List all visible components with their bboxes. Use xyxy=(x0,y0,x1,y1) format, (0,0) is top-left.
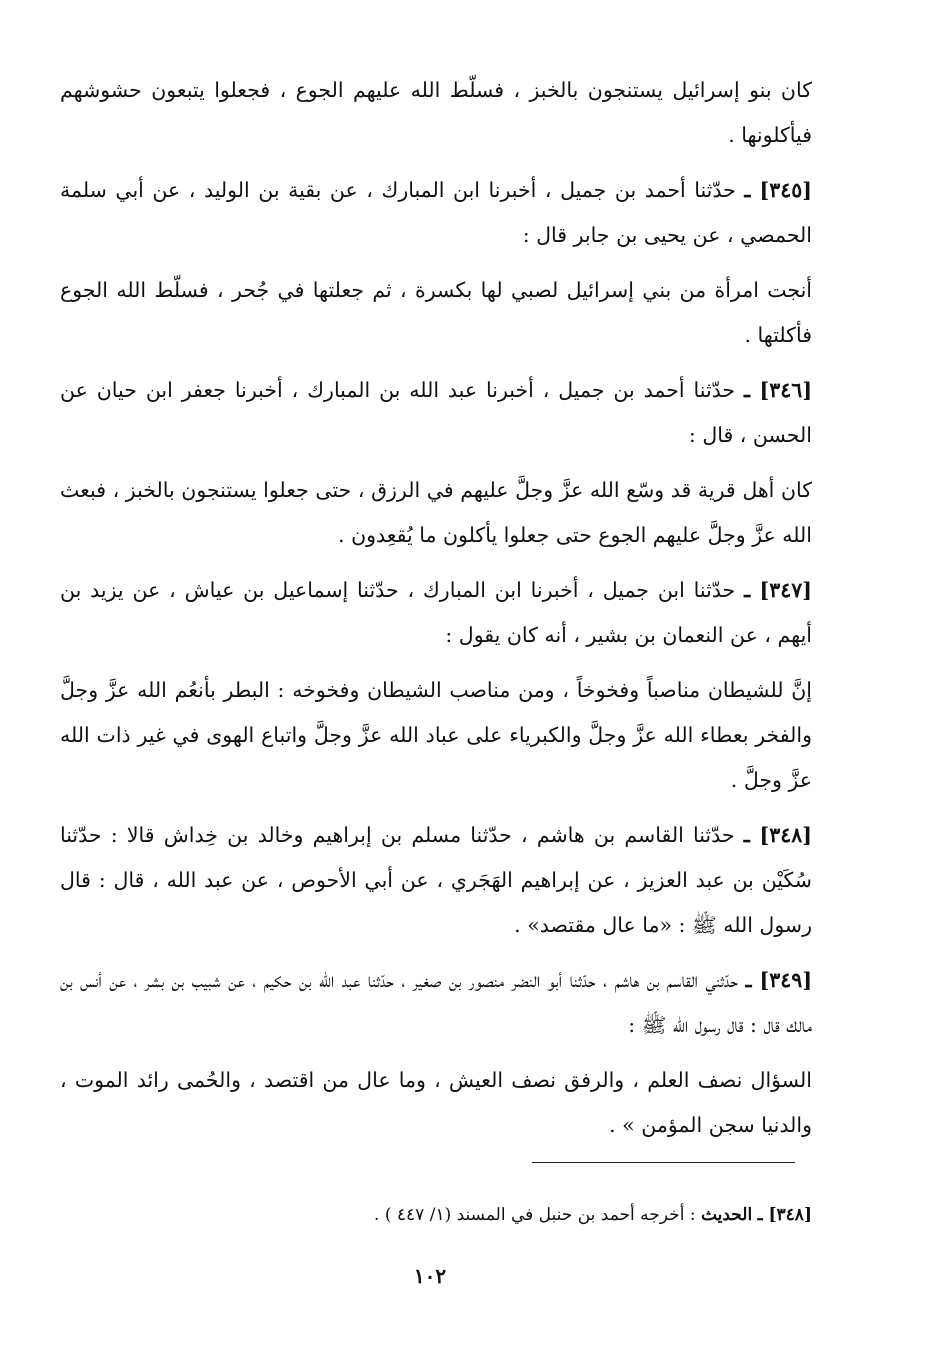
hadith-347 xyxy=(60,568,812,658)
footnote-divider xyxy=(532,1162,795,1163)
hadith-346 xyxy=(60,368,812,458)
footnote-label: الحديث xyxy=(700,1205,753,1225)
text-paragraph: السؤال نصف العلم ، والرفق نصف العيش ، وما عال من اقتصد ، والحُمى رائد الموت ، والدنيا سجن المؤمن » . xyxy=(60,1068,812,1137)
page-number: ١٠٢ xyxy=(413,1264,447,1288)
hadith-number: [٣٤٧] ـ xyxy=(744,578,812,602)
hadith-348 xyxy=(60,813,812,948)
footnote-number: [٣٤٨] ـ xyxy=(757,1205,812,1225)
text-paragraph: كان بنو إسرائيل يستنجون بالخبز ، فسلّط الله عليهم الجوع ، فجعلوا يتبعون حشوشهم فيأكلونها . xyxy=(60,78,812,147)
hadith-number: [٣٤٩] ـ xyxy=(745,968,813,992)
hadith-349 xyxy=(60,958,812,1048)
hadith-number: [٣٤٦] ـ xyxy=(744,378,813,402)
hadith-chain: حدّثنا القاسم بن هاشم ، حدّثنا مسلم بن إبراهيم وخالد بن خِداش قالا : حدّثنا سُكَيْن بن عبد العزيز ، عن إبراهيم الهَجَري ، عن أبي الأحوص ، عن عبد الله ، قال : قال رسول الله ﷺ : «ما عال مقتصد» . xyxy=(60,823,812,937)
hadith-chain: حدّثنا أحمد بن جميل ، أخبرنا عبد الله بن المبارك ، أخبرنا جعفر ابن حيان عن الحسن ، قال : xyxy=(60,378,812,447)
footnote-text: : أخرجه أحمد بن حنبل في المسند (١/ ٤٤٧ ) . xyxy=(374,1205,701,1225)
text-paragraph: أنجت امرأة من بني إسرائيل لصبي لها بكسرة ، ثم جعلتها في جُحر ، فسلّط الله الجوع فأكلتها . xyxy=(60,278,812,347)
hadith-number: [٣٤٨] ـ xyxy=(743,823,812,847)
hadith-number: [٣٤٥] ـ xyxy=(744,178,812,202)
text-paragraph: إنَّ للشيطان مناصباً وفخوخاً ، ومن مناصب الشيطان وفخوخه : البطر بأنعُم الله عزَّ وجلَّ والفخر بعطاء الله عزَّ وجلَّ والكبرياء على عباد الله عزَّ وجلَّ واتباع الهوى في غير ذات الله عزَّ وجلَّ . xyxy=(60,678,812,792)
hadith-chain: حدّثنا أحمد بن جميل ، أخبرنا ابن المبارك ، عن بقية بن الوليد ، عن أبي سلمة الحمصي ، عن يحيى بن جابر قال : xyxy=(60,178,812,247)
hadith-chain: حدّثني القاسم بن هاشم ، حدّثنا أبو النضر منصور بن صغير ، حدّثنا عبد الله بن حكيم ، عن شبيب بن بشر ، عن أنس بن مالك قال : قال رسول الله ﷺ : xyxy=(60,968,812,1037)
text-paragraph: كان أهل قرية قد وسّع الله عزَّ وجلَّ عليهم في الرزق ، حتى جعلوا يستنجون بالخبز ، فبعث الله عزَّ وجلَّ عليهم الجوع حتى جعلوا يأكلون ما يُقعِدون . xyxy=(60,478,812,547)
hadith-chain: حدّثنا ابن جميل ، أخبرنا ابن المبارك ، حدّثنا إسماعيل بن عياش ، عن يزيد بن أيهم ، عن النعمان بن بشير ، أنه كان يقول : xyxy=(60,578,812,647)
hadith-345 xyxy=(60,168,812,258)
page-body xyxy=(60,68,812,1158)
footnote xyxy=(172,1200,812,1230)
